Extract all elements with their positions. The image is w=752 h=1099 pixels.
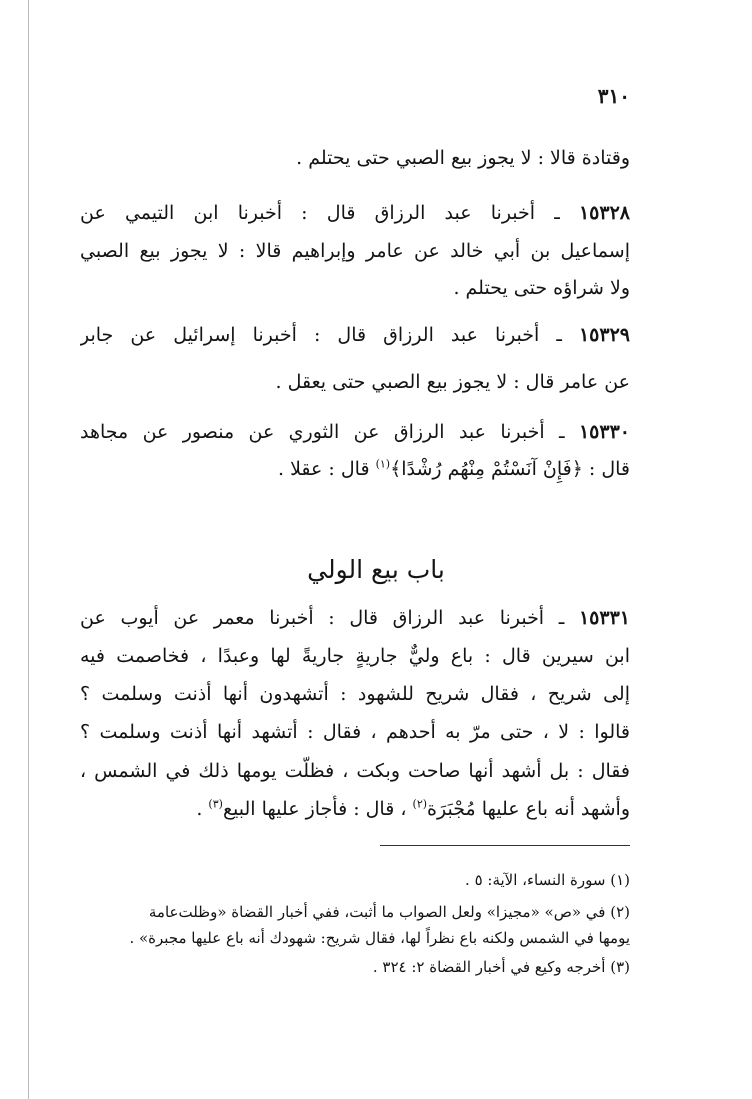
line-text: إلى شريح ، فقال شريح للشهود : أتشهدون أنها أذنت وسلمت ؟: [80, 683, 630, 705]
quran-quote: قال : ﴿فَإِنْ آنَسْتُمْ مِنْهُم رُشْدًا﴾: [390, 458, 630, 480]
line-text: قالوا : لا ، حتى مرّ به أحدهم ، فقال : أتشهد أنها أذنت وسلمت ؟: [80, 721, 630, 743]
footnote-text: يومها في الشمس ولكنه باع نظراً لها، فقال شريح: شهودك أنه باع عليها مجبرة» .: [129, 929, 630, 947]
text-line: [80, 367, 630, 397]
text-line: [80, 603, 630, 633]
text-line: [80, 417, 630, 447]
text-line: [80, 641, 630, 671]
hadith-number: ١٥٣٢٩: [578, 324, 630, 346]
text-line: [80, 717, 630, 747]
footnote-marker: (٣): [208, 797, 223, 811]
text-line: [80, 236, 630, 266]
line-text: عن عامر قال : لا يجوز بيع الصبي حتى يعقل .: [275, 371, 630, 393]
line-text: فقال : بل أشهد أنها صاحت وبكت ، فظلّت يومها ذلك في الشمس ،: [80, 760, 630, 782]
footnote-text: (١) سورة النساء، الآية: ٥ .: [465, 871, 630, 889]
footnote-marker: (١): [375, 457, 391, 471]
line-text: ـ أخبرنا عبد الرزاق عن الثوري عن منصور عن مجاهد: [80, 421, 579, 443]
binding-edge-line: [28, 0, 29, 1099]
hadith-number: ١٥٣٢٨: [578, 202, 630, 224]
footnote-line: [70, 900, 630, 924]
footnote-line: [70, 868, 630, 892]
text-line: [80, 756, 630, 786]
text-line: [80, 794, 630, 824]
text-line: [80, 273, 630, 303]
hadith-number: ١٥٣٣٠: [578, 421, 630, 443]
footnote-line: [70, 955, 630, 979]
text-line: [80, 320, 630, 350]
line-text: ابن سيرين قال : باع وليٌّ جاريةٍ جاريةً لها وعبدًا ، فخاصمت فيه: [80, 645, 630, 667]
line-text: وقتادة قالا : لا يجوز بيع الصبي حتى يحتلم .: [296, 147, 630, 169]
line-text: .: [196, 798, 209, 820]
page-number: ٣١٠: [597, 84, 630, 108]
text-line: [80, 679, 630, 709]
hadith-number: ١٥٣٣١: [578, 607, 630, 629]
line-text: ولا شراؤه حتى يحتلم .: [453, 277, 630, 299]
footnote-marker: (٢): [412, 797, 428, 811]
line-text: وأشهد أنه باع عليها مُجْبَرَة: [427, 798, 630, 820]
footnote-text: (٢) في «ص» «مجيزا» ولعل الصواب ما أثبت، ففي أخبار القضاة «وظلت‌عامة: [148, 903, 630, 921]
text-line: [80, 454, 630, 484]
footnote-text: (٣) أخرجه وكيع في أخبار القضاة ٢: ٣٢٤ .: [372, 958, 630, 976]
text-line: [80, 143, 630, 173]
line-text: ، قال : فأَجاز عليها البيع: [222, 798, 413, 820]
line-text: ـ أخبرنا عبد الرزاق قال : أخبرنا ابن التيمي عن: [80, 202, 579, 224]
footnote-separator: [380, 845, 630, 846]
line-text: ـ أخبرنا عبد الرزاق قال : أخبرنا معمر عن أيوب عن: [80, 607, 579, 629]
text-line: [80, 198, 630, 228]
line-text: إسماعيل بن أبي خالد عن عامر وإبراهيم قالا : لا يجوز بيع الصبي: [80, 240, 630, 262]
footnote-line: [70, 926, 630, 950]
chapter-title: باب بيع الولي: [307, 555, 445, 584]
line-text: قال : عقلا .: [278, 458, 376, 480]
line-text: ـ أخبرنا عبد الرزاق قال : أخبرنا إسرائيل عن جابر: [80, 324, 579, 346]
